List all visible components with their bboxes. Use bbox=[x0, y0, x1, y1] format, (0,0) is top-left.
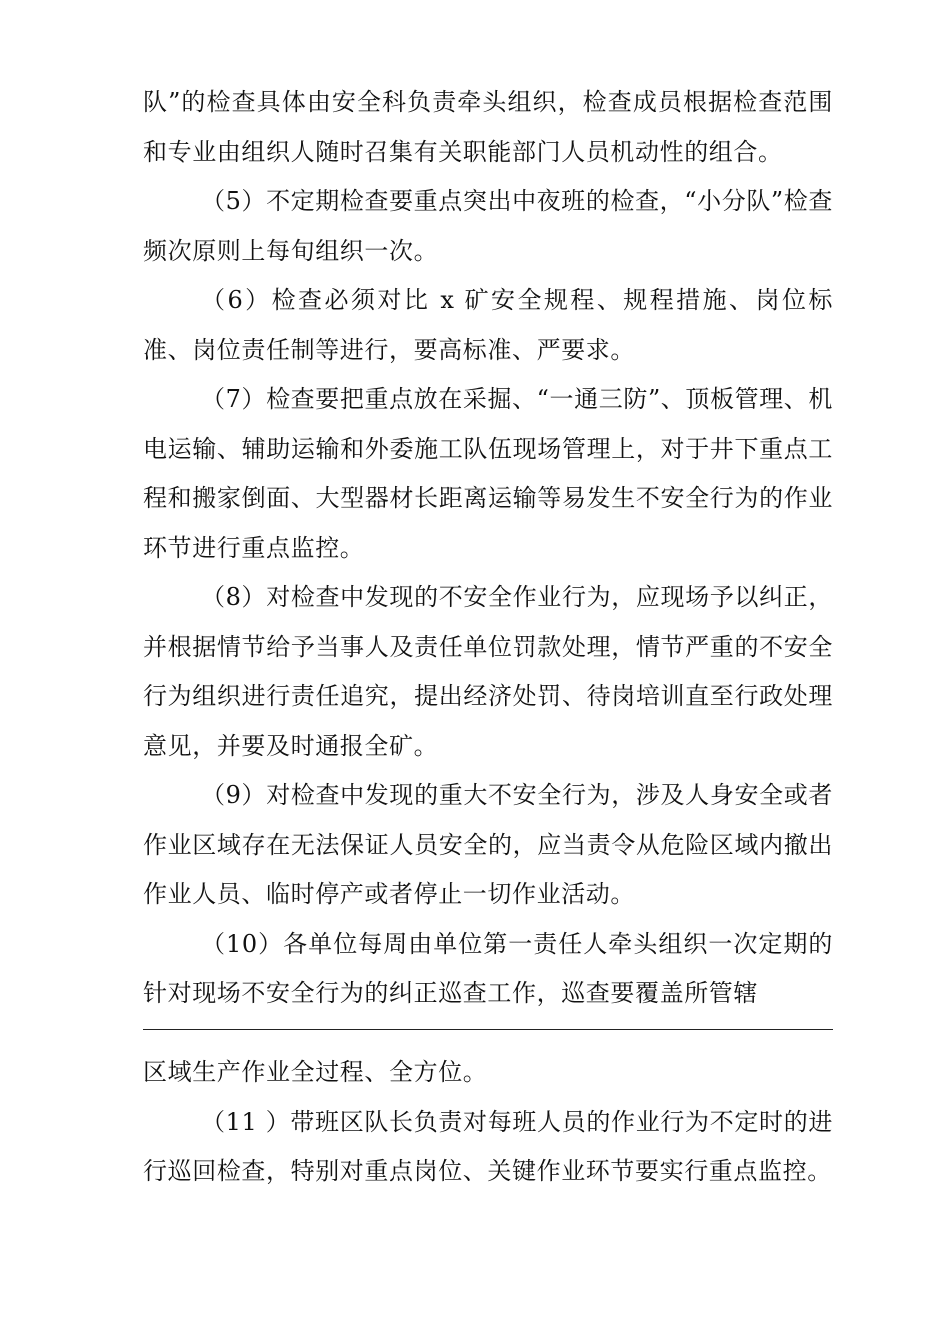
page-break-line bbox=[143, 1029, 833, 1030]
paragraph-item-9: （9）对检查中发现的重大不安全行为，涉及人身安全或者作业区域存在无法保证人员安全的，应当责令从危险区域内撤出作业人员、临时停产或者停止一切作业活动。 bbox=[143, 781, 833, 908]
document-body-top bbox=[143, 78, 833, 1019]
paragraph-item-10: （10）各单位每周由单位第一责任人牵头组织一次定期的针对现场不安全行为的纠正巡查工作，巡查要覆盖所管辖 bbox=[143, 929, 833, 1007]
paragraph-item-5: （5）不定期检查要重点突出中夜班的检查，“小分队”检查频次原则上每旬组织一次。 bbox=[143, 187, 834, 265]
paragraph-item-8: （8）对检查中发现的不安全作业行为，应现场予以纠正，并根据情节给予当事人及责任单位罚款处理，情节严重的不安全行为组织进行责任追究，提出经济处罚、待岗培训直至行政处理意见，并要及时通报全矿。 bbox=[143, 583, 833, 760]
paragraph-item-11: （11 ）带班区队长负责对每班人员的作业行为不定时的进行巡回检查，特别对重点岗位、关键作业环节要实行重点监控。 bbox=[143, 1107, 833, 1185]
document-body-bottom bbox=[143, 1048, 833, 1197]
paragraph-item-6: （6）检查必须对比 x 矿安全规程、规程措施、岗位标准、岗位责任制等进行，要高标准、严要求。 bbox=[143, 286, 833, 364]
paragraph: 队”的检查具体由安全科负责牵头组织，检查成员根据检查范围和专业由组织人随时召集有关职能部门人员机动性的组合。 bbox=[143, 88, 833, 166]
paragraph-continuation: 区域生产作业全过程、全方位。 bbox=[143, 1058, 488, 1086]
paragraph-item-7: （7）检查要把重点放在采掘、“一通三防”、顶板管理、机电运输、辅助运输和外委施工队伍现场管理上，对于井下重点工程和搬家倒面、大型器材长距离运输等易发生不安全行为的作业环节进行重点监控。 bbox=[143, 385, 834, 562]
